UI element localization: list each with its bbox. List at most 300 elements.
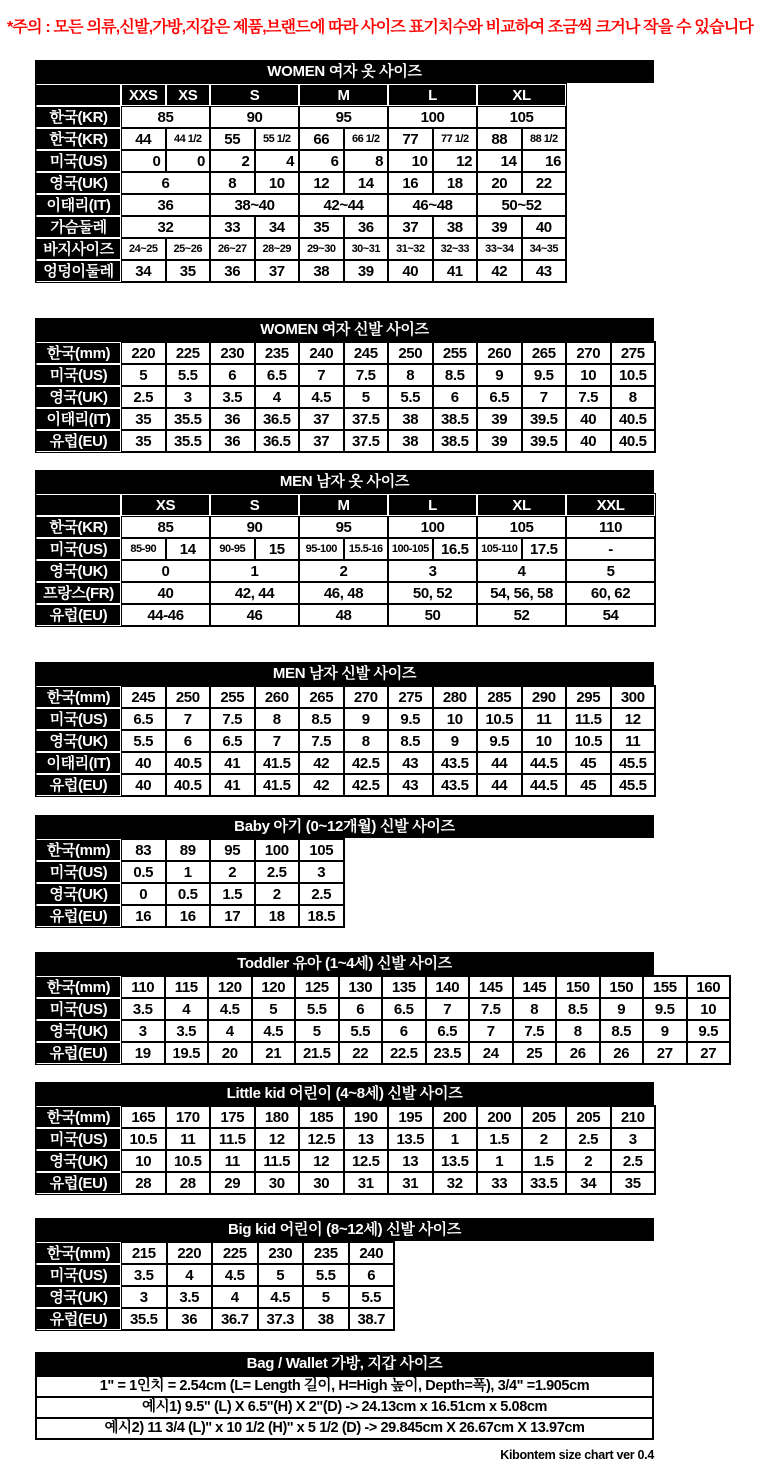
size-cell: 18: [255, 905, 300, 927]
size-cell: 45.5: [611, 752, 656, 774]
size-cell: 38.5: [433, 408, 478, 430]
size-cell: 22.5: [382, 1042, 426, 1064]
row-label: 유럽(EU): [36, 604, 121, 626]
size-cell: 10.5: [566, 730, 611, 752]
size-cell: 190: [344, 1106, 389, 1128]
size-cell: 105: [299, 839, 344, 861]
size-cell: 30: [255, 1172, 300, 1194]
size-cell: 52: [477, 604, 566, 626]
table-row: [36, 883, 344, 905]
size-cell: 40: [566, 408, 611, 430]
size-cell: 16: [388, 172, 433, 194]
size-cell: 39: [477, 430, 522, 452]
size-cell: 44: [121, 128, 166, 150]
size-cell: 270: [344, 686, 389, 708]
size-cell: 90: [210, 516, 299, 538]
size-cell: 25~26: [166, 238, 211, 260]
section-bigkid-shoes: [35, 1218, 654, 1331]
size-cell: 3: [166, 386, 211, 408]
row-label: 영국(UK): [36, 1020, 121, 1042]
row-label: 이태리(IT): [36, 408, 121, 430]
size-cell: 95: [299, 516, 388, 538]
size-cell: 26: [600, 1042, 644, 1064]
size-cell: 10: [522, 730, 567, 752]
size-cell: 2: [566, 1150, 611, 1172]
size-cell: 41: [210, 752, 255, 774]
bag-info-cell: 1" = 1인치 = 2.54cm (L= Length 길이, H=High 높이, Depth=폭), 3/4" =1.905cm: [36, 1376, 653, 1397]
table-row: [36, 861, 344, 883]
size-cell: 54, 56, 58: [477, 582, 566, 604]
table-row: [36, 1150, 655, 1172]
size-cell: 100: [388, 516, 477, 538]
size-cell: 12: [433, 150, 478, 172]
size-cell: 36.7: [212, 1308, 258, 1330]
size-cell: 5: [252, 998, 296, 1020]
size-cell: 290: [522, 686, 567, 708]
size-cell: 8.5: [433, 364, 478, 386]
size-cell: 175: [210, 1106, 255, 1128]
size-cell: 29: [210, 1172, 255, 1194]
size-cell: 35: [121, 408, 166, 430]
section-women-clothing: [35, 60, 654, 283]
row-label: [36, 84, 121, 106]
size-cell: 5: [121, 364, 166, 386]
version-label: Kibontem size chart ver 0.4: [500, 1448, 654, 1462]
size-cell: 220: [167, 1242, 213, 1264]
size-cell: 3.5: [210, 386, 255, 408]
size-cell: 36: [210, 408, 255, 430]
size-cell: 41.5: [255, 774, 300, 796]
size-cell: 16: [121, 905, 166, 927]
row-label: 영국(UK): [36, 883, 121, 905]
size-cell: 260: [477, 342, 522, 364]
table-row: [36, 386, 655, 408]
size-cell: 33: [477, 1172, 522, 1194]
size-cell: 77: [388, 128, 433, 150]
size-cell: 7: [166, 708, 211, 730]
size-cell: 41.5: [255, 752, 300, 774]
size-cell: 265: [299, 686, 344, 708]
row-label: 영국(UK): [36, 386, 121, 408]
size-cell: 34~35: [522, 238, 567, 260]
size-cell: 110: [566, 516, 655, 538]
table-row: [36, 1106, 655, 1128]
size-cell: 2.5: [121, 386, 166, 408]
size-cell: 42.5: [344, 774, 389, 796]
table-title-baby-shoes: Baby 아기 (0~12개월) 신발 사이즈: [35, 815, 654, 838]
table-row: [36, 128, 566, 150]
section-women-shoes: [35, 318, 656, 453]
size-cell: 195: [388, 1106, 433, 1128]
size-cell: 270: [566, 342, 611, 364]
size-cell: 10: [433, 708, 478, 730]
row-label: 유럽(EU): [36, 1042, 121, 1064]
size-cell: 1.5: [522, 1150, 567, 1172]
size-cell: 35.5: [166, 408, 211, 430]
size-cell: 26: [556, 1042, 600, 1064]
size-cell: 44 1/2: [166, 128, 211, 150]
table-row: [36, 342, 655, 364]
size-cell: 0.5: [121, 861, 166, 883]
size-cell: 20: [208, 1042, 252, 1064]
size-cell: 35.5: [121, 1308, 167, 1330]
size-cell: 12: [299, 1150, 344, 1172]
table-title-women-clothing: WOMEN 여자 옷 사이즈: [35, 60, 654, 83]
size-cell: 41: [433, 260, 478, 282]
size-cell: 6.5: [210, 730, 255, 752]
row-label: 이태리(IT): [36, 194, 121, 216]
table-row: [36, 752, 655, 774]
table-row: [36, 1308, 394, 1330]
table-row: [36, 774, 655, 796]
size-cell: 11: [611, 730, 656, 752]
size-header-cell: XXL: [566, 494, 655, 516]
size-cell: 295: [566, 686, 611, 708]
size-cell: 16.5: [433, 538, 478, 560]
size-cell: 38~40: [210, 194, 299, 216]
size-cell: 5: [295, 1020, 339, 1042]
size-header-cell: XL: [477, 494, 566, 516]
row-label: 영국(UK): [36, 730, 121, 752]
size-cell: 31: [388, 1172, 433, 1194]
size-cell: 6: [349, 1264, 395, 1286]
table-row: [36, 1020, 730, 1042]
size-cell: 11.5: [210, 1128, 255, 1150]
row-label: 가슴둘레: [36, 216, 121, 238]
size-cell: 38: [388, 408, 433, 430]
size-cell: 2.5: [611, 1150, 656, 1172]
size-cell: 8: [344, 150, 389, 172]
size-cell: 39.5: [522, 408, 567, 430]
size-table-men-clothing: [35, 493, 656, 627]
size-cell: 1: [210, 560, 299, 582]
size-table-littlekid-shoes: [35, 1105, 656, 1195]
size-cell: 245: [344, 342, 389, 364]
size-cell: 8.5: [600, 1020, 644, 1042]
size-cell: 8: [255, 708, 300, 730]
size-cell: 12: [611, 708, 656, 730]
size-table-baby-shoes: [35, 838, 345, 928]
size-cell: 46, 48: [299, 582, 388, 604]
size-cell: 40.5: [166, 774, 211, 796]
size-cell: 8: [210, 172, 255, 194]
section-toddler-shoes: [35, 952, 731, 1065]
row-label: 한국(KR): [36, 106, 121, 128]
table-row: [36, 516, 655, 538]
size-cell: 45: [566, 752, 611, 774]
size-cell: 11.5: [255, 1150, 300, 1172]
size-cell: 18.5: [299, 905, 344, 927]
size-cell: 200: [433, 1106, 478, 1128]
size-cell: 95: [210, 839, 255, 861]
size-cell: 5.5: [121, 730, 166, 752]
size-cell: 155: [643, 976, 687, 998]
size-cell: 250: [166, 686, 211, 708]
table-row: [36, 238, 566, 260]
size-cell: 43.5: [433, 774, 478, 796]
size-cell: 35.5: [166, 430, 211, 452]
size-cell: 36: [167, 1308, 213, 1330]
size-cell: 8: [388, 364, 433, 386]
size-cell: 3: [121, 1020, 165, 1042]
size-cell: 3.5: [121, 998, 165, 1020]
size-cell: 95-100: [299, 538, 344, 560]
size-cell: 7.5: [566, 386, 611, 408]
size-cell: 38: [303, 1308, 349, 1330]
size-cell: 29~30: [299, 238, 344, 260]
size-cell: 6: [339, 998, 383, 1020]
size-cell: 28~29: [255, 238, 300, 260]
size-cell: 260: [255, 686, 300, 708]
size-cell: 9: [433, 730, 478, 752]
size-cell: 7: [255, 730, 300, 752]
size-cell: 46: [210, 604, 299, 626]
size-cell: 37.5: [344, 430, 389, 452]
size-cell: 105-110: [477, 538, 522, 560]
size-cell: 7: [522, 386, 567, 408]
size-cell: 37: [255, 260, 300, 282]
size-cell: 265: [522, 342, 567, 364]
size-cell: 4: [208, 1020, 252, 1042]
size-cell: 5.5: [349, 1286, 395, 1308]
size-cell: 40.5: [611, 408, 656, 430]
table-row: [36, 364, 655, 386]
size-cell: 12: [299, 172, 344, 194]
size-cell: 6.5: [121, 708, 166, 730]
size-cell: 27: [687, 1042, 731, 1064]
size-cell: 3: [611, 1128, 656, 1150]
size-cell: 10.5: [166, 1150, 211, 1172]
size-cell: 5: [258, 1264, 304, 1286]
size-cell: 4: [255, 150, 300, 172]
size-cell: 9.5: [522, 364, 567, 386]
size-cell: 7.5: [299, 730, 344, 752]
size-cell: 8: [556, 1020, 600, 1042]
row-label: 미국(US): [36, 861, 121, 883]
size-cell: 10: [388, 150, 433, 172]
size-cell: 38.7: [349, 1308, 395, 1330]
size-cell: 2: [210, 150, 255, 172]
size-cell: 35: [299, 216, 344, 238]
table-row: [36, 998, 730, 1020]
size-cell: 4: [255, 386, 300, 408]
size-cell: 1: [477, 1150, 522, 1172]
size-cell: 150: [600, 976, 644, 998]
size-cell: 39: [477, 408, 522, 430]
size-cell: 37.3: [258, 1308, 304, 1330]
row-label: 미국(US): [36, 1128, 121, 1150]
size-cell: -: [566, 538, 655, 560]
size-cell: 255: [433, 342, 478, 364]
size-table-bigkid-shoes: [35, 1241, 395, 1331]
size-cell: 100: [388, 106, 477, 128]
size-cell: 40: [566, 430, 611, 452]
size-cell: 4: [477, 560, 566, 582]
table-title-littlekid-shoes: Little kid 어린이 (4~8세) 신발 사이즈: [35, 1082, 654, 1105]
size-cell: 66: [299, 128, 344, 150]
size-cell: 44: [477, 774, 522, 796]
size-cell: 8: [344, 730, 389, 752]
size-cell: 12: [255, 1128, 300, 1150]
table-title-bag-wallet: Bag / Wallet 가방, 지갑 사이즈: [35, 1352, 654, 1375]
table-row: [36, 150, 566, 172]
size-cell: 5.5: [295, 998, 339, 1020]
row-label: 미국(US): [36, 150, 121, 172]
size-table-bag-wallet: [35, 1375, 654, 1440]
table-row: [36, 905, 344, 927]
size-cell: 4: [212, 1286, 258, 1308]
size-cell: 3.5: [121, 1264, 167, 1286]
size-cell: 10: [687, 998, 731, 1020]
row-label: 한국(mm): [36, 686, 121, 708]
table-title-women-shoes: WOMEN 여자 신발 사이즈: [35, 318, 654, 341]
size-cell: 40.5: [611, 430, 656, 452]
size-cell: 28: [166, 1172, 211, 1194]
size-cell: 60, 62: [566, 582, 655, 604]
size-cell: 10.5: [477, 708, 522, 730]
table-row: [36, 1172, 655, 1194]
size-cell: 88: [477, 128, 522, 150]
size-cell: 43.5: [433, 752, 478, 774]
size-cell: 19: [121, 1042, 165, 1064]
section-bag-wallet: [35, 1352, 654, 1440]
size-cell: 46~48: [388, 194, 477, 216]
size-cell: 0: [121, 560, 210, 582]
size-cell: 40: [121, 752, 166, 774]
size-cell: 36.5: [255, 408, 300, 430]
size-cell: 21.5: [295, 1042, 339, 1064]
size-cell: 17: [210, 905, 255, 927]
size-cell: 2: [210, 861, 255, 883]
size-cell: 300: [611, 686, 656, 708]
size-cell: 16: [522, 150, 567, 172]
table-row: [36, 408, 655, 430]
size-cell: 2: [299, 560, 388, 582]
size-table-men-shoes: [35, 685, 656, 797]
bag-info-cell: 예시1) 9.5" (L) X 6.5"(H) X 2"(D) -> 24.13cm x 16.51cm x 5.08cm: [36, 1397, 653, 1418]
row-label: 한국(KR): [36, 516, 121, 538]
row-label: 미국(US): [36, 708, 121, 730]
size-cell: 135: [382, 976, 426, 998]
size-cell: 1: [433, 1128, 478, 1150]
size-cell: 2.5: [566, 1128, 611, 1150]
size-cell: 35: [166, 260, 211, 282]
size-cell: 37: [388, 216, 433, 238]
size-cell: 10: [121, 1150, 166, 1172]
size-cell: 6: [382, 1020, 426, 1042]
size-cell: 85-90: [121, 538, 166, 560]
row-label: 유럽(EU): [36, 905, 121, 927]
size-cell: 210: [611, 1106, 656, 1128]
size-cell: 43: [388, 752, 433, 774]
size-cell: 6: [210, 364, 255, 386]
size-cell: 9: [643, 1020, 687, 1042]
size-cell: 44.5: [522, 774, 567, 796]
size-cell: 240: [299, 342, 344, 364]
size-cell: 36: [121, 194, 210, 216]
row-label: 영국(UK): [36, 172, 121, 194]
size-cell: 45: [566, 774, 611, 796]
size-cell: 130: [339, 976, 383, 998]
section-men-shoes: [35, 662, 656, 797]
size-cell: 14: [166, 538, 211, 560]
size-cell: 0: [166, 150, 211, 172]
size-cell: 40: [522, 216, 567, 238]
row-label: 한국(mm): [36, 342, 121, 364]
size-cell: 4.5: [299, 386, 344, 408]
size-cell: 150: [556, 976, 600, 998]
size-cell: 10: [255, 172, 300, 194]
section-baby-shoes: [35, 815, 654, 928]
size-cell: 8.5: [556, 998, 600, 1020]
size-cell: 2: [522, 1128, 567, 1150]
table-row: [36, 260, 566, 282]
size-cell: 54: [566, 604, 655, 626]
size-cell: 3.5: [167, 1286, 213, 1308]
size-cell: 275: [611, 342, 656, 364]
size-cell: 275: [388, 686, 433, 708]
table-row: [36, 976, 730, 998]
size-cell: 205: [566, 1106, 611, 1128]
size-cell: 42, 44: [210, 582, 299, 604]
size-cell: 25: [513, 1042, 557, 1064]
size-cell: 285: [477, 686, 522, 708]
size-cell: 225: [166, 342, 211, 364]
size-cell: 6: [299, 150, 344, 172]
table-row: [36, 172, 566, 194]
size-cell: 37: [299, 408, 344, 430]
size-header-cell: L: [388, 494, 477, 516]
size-cell: 40: [121, 774, 166, 796]
size-cell: 12.5: [344, 1150, 389, 1172]
size-cell: 22: [339, 1042, 383, 1064]
size-cell: 220: [121, 342, 166, 364]
size-cell: 125: [295, 976, 339, 998]
size-cell: 7.5: [513, 1020, 557, 1042]
size-cell: 9: [477, 364, 522, 386]
size-cell: 250: [388, 342, 433, 364]
size-cell: 180: [255, 1106, 300, 1128]
size-cell: 22: [522, 172, 567, 194]
size-header-cell: L: [388, 84, 477, 106]
section-men-clothing: [35, 470, 656, 627]
size-cell: 235: [303, 1242, 349, 1264]
size-table-women-shoes: [35, 341, 656, 453]
size-cell: 11.5: [566, 708, 611, 730]
size-cell: 85: [121, 516, 210, 538]
size-cell: 0.5: [166, 883, 211, 905]
row-label: 한국(mm): [36, 839, 121, 861]
size-cell: 3: [299, 861, 344, 883]
size-cell: 8.5: [299, 708, 344, 730]
size-cell: 37.5: [344, 408, 389, 430]
size-header-cell: S: [210, 84, 299, 106]
row-label: 유럽(EU): [36, 430, 121, 452]
size-cell: 55: [210, 128, 255, 150]
table-title-bigkid-shoes: Big kid 어린이 (8~12세) 신발 사이즈: [35, 1218, 654, 1241]
size-header-cell: XL: [477, 84, 566, 106]
size-cell: 5: [344, 386, 389, 408]
size-cell: 23.5: [426, 1042, 470, 1064]
row-label: 미국(US): [36, 1264, 121, 1286]
size-cell: 9.5: [388, 708, 433, 730]
size-cell: 15: [255, 538, 300, 560]
size-cell: 38.5: [433, 430, 478, 452]
table-row: [36, 194, 566, 216]
size-cell: 2: [255, 883, 300, 905]
size-cell: 9.5: [643, 998, 687, 1020]
size-cell: 3: [121, 1286, 167, 1308]
